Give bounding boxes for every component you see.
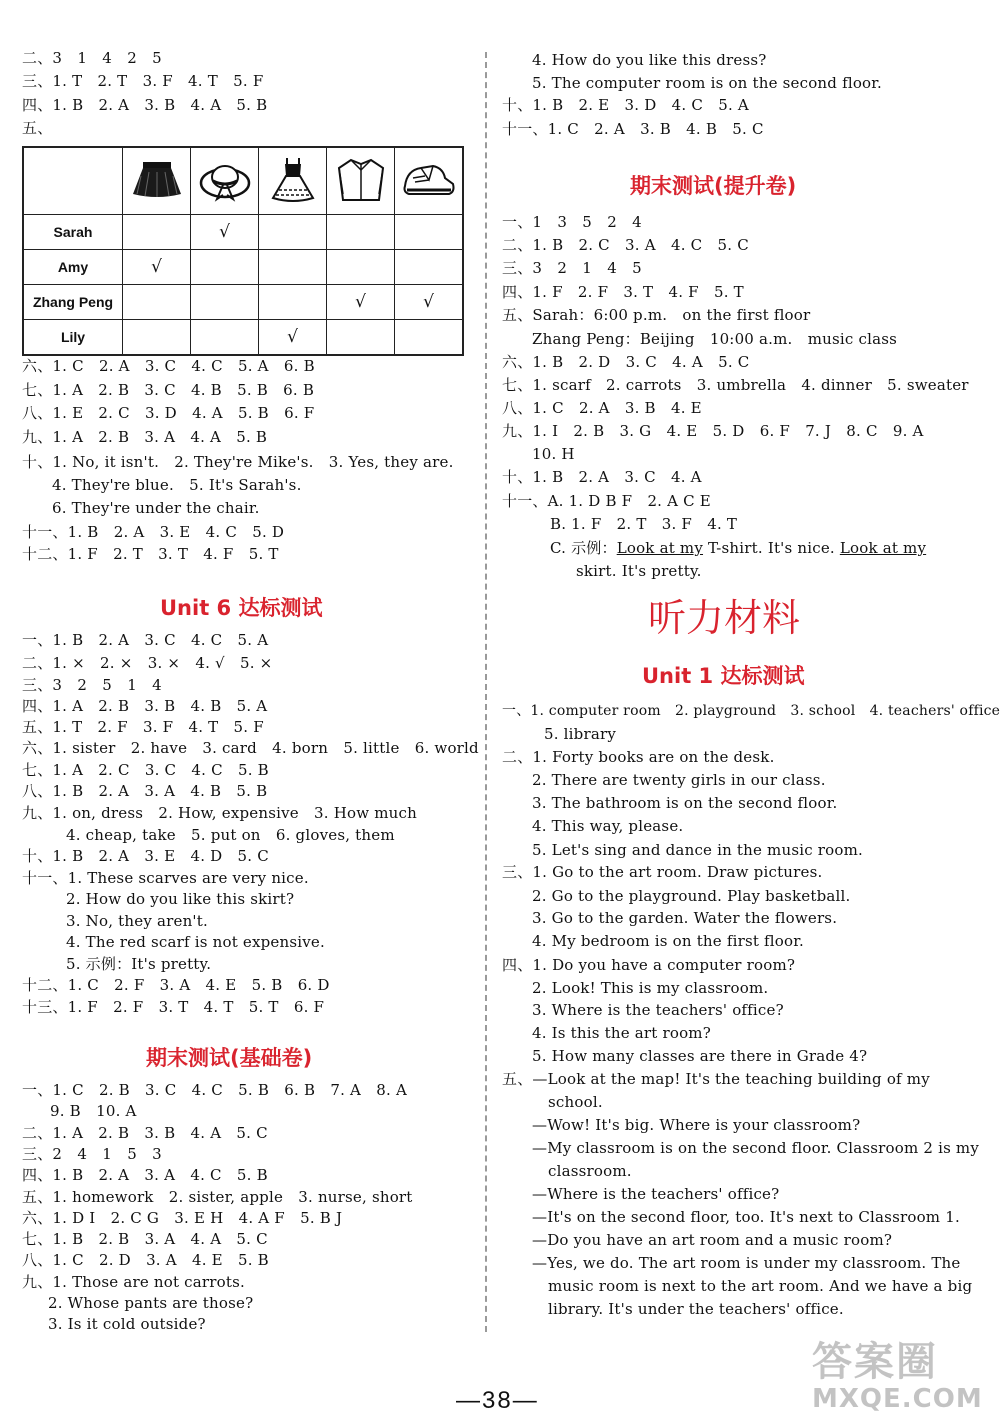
- mark-cell: [123, 285, 191, 320]
- answer-line: 3. The bathroom is on the second floor.: [532, 794, 838, 812]
- clothes-table: [22, 146, 464, 356]
- answer-line: 二、1. × 2. × 3. × 4. √ 5. ×: [22, 654, 273, 672]
- answer-line: 2. How do you like this skirt?: [66, 890, 295, 908]
- watermark-logo: [812, 1339, 983, 1414]
- answer-line: 4. This way, please.: [532, 817, 684, 835]
- answer-line: —Yes, we do. The art room is under my classroom. The: [532, 1254, 961, 1272]
- answer-line: 八、1. B 2. A 3. A 4. B 5. B: [22, 782, 268, 800]
- answer-line: 2. Go to the playground. Play basketball.: [532, 887, 851, 905]
- mark-cell: √: [191, 215, 259, 250]
- answer-line: 五、Sarah：6:00 p.m. on the first floor: [502, 306, 811, 324]
- answer-line: 3. Is it cold outside?: [48, 1315, 206, 1333]
- answer-line: 4. The red scarf is not expensive.: [66, 933, 325, 951]
- answer-line: 八、1. C 2. D 3. A 4. E 5. B: [22, 1251, 269, 1269]
- answer-line: 四、1. Do you have a computer room?: [502, 956, 796, 974]
- answer-line: 十三、1. F 2. F 3. T 4. T 5. T 6. F: [22, 998, 325, 1016]
- mark-cell: √: [395, 285, 464, 320]
- answer-line: 3. Where is the teachers' office?: [532, 1001, 784, 1019]
- answer-line: 十一、1. C 2. A 3. B 4. B 5. C: [502, 120, 764, 138]
- answer-line: 九、1. I 2. B 3. G 4. E 5. D 6. F 7. J 8. C 9. A: [502, 422, 924, 440]
- answer-line: 一、1. computer room 2. playground 3. school 4. teachers' office: [502, 703, 1000, 719]
- mark-cell: [327, 250, 395, 285]
- page-number: —38—: [456, 1387, 539, 1414]
- mark-cell: √: [259, 320, 327, 356]
- answer-line: 十二、1. F 2. T 3. T 4. F 5. T: [22, 545, 279, 563]
- answer-line: skirt. It's pretty.: [576, 562, 702, 580]
- answer-line: 十二、1. C 2. F 3. A 4. E 5. B 6. D: [22, 976, 330, 994]
- answer-line: 三、3 2 1 4 5: [502, 259, 642, 277]
- answer-line: 三、2 4 1 5 3: [22, 1145, 162, 1163]
- answer-line: 10. H: [532, 445, 575, 463]
- answer-line: 一、1. B 2. A 3. C 4. C 5. A: [22, 631, 269, 649]
- answer-line: 4. How do you like this dress?: [532, 51, 767, 69]
- answer-line: 二、1. B 2. C 3. A 4. C 5. C: [502, 236, 749, 254]
- table-row: [23, 320, 463, 356]
- dress-icon: [259, 147, 327, 215]
- watermark-url: MXQE.COM: [812, 1384, 983, 1414]
- answer-line: —My classroom is on the second floor. Classroom 2 is my: [532, 1139, 980, 1157]
- mark-cell: √: [123, 250, 191, 285]
- mark-cell: [259, 285, 327, 320]
- answer-line: 2. Look! This is my classroom.: [532, 979, 769, 997]
- section-heading-unit1: Unit 1 达标测试: [642, 664, 805, 688]
- watermark-text: 答案圈: [812, 1339, 938, 1385]
- mark-cell: [395, 215, 464, 250]
- shirt-icon: [327, 147, 395, 215]
- answer-line: 5. How many classes are there in Grade 4?: [532, 1047, 868, 1065]
- mark-cell: [259, 215, 327, 250]
- mark-cell: [327, 215, 395, 250]
- table-row: [23, 215, 463, 250]
- answer-line: 六、1. C 2. A 3. C 4. C 5. A 6. B: [22, 357, 315, 375]
- answer-line: classroom.: [548, 1162, 632, 1180]
- answer-line: music room is next to the art room. And we have a big: [548, 1277, 973, 1295]
- row-name: Sarah: [23, 215, 123, 250]
- hat-icon: [191, 147, 259, 215]
- mark-cell: [395, 250, 464, 285]
- table-row: [23, 285, 463, 320]
- answer-line: 二、3 1 4 2 5: [22, 49, 162, 67]
- answer-line: 3. No, they aren't.: [66, 912, 208, 930]
- shoes-icon: [395, 147, 464, 215]
- answer-line: 2. Whose pants are those?: [48, 1294, 254, 1312]
- answer-line: 4. cheap, take 5. put on 6. gloves, them: [66, 826, 395, 844]
- answer-line: 十、1. B 2. A 3. C 4. A: [502, 468, 702, 486]
- answer-line: —Do you have an art room and a music room?: [532, 1231, 893, 1249]
- answer-line: 五、1. homework 2. sister, apple 3. nurse, short: [22, 1188, 413, 1206]
- answer-line: 十一、1. These scarves are very nice.: [22, 869, 309, 887]
- underlined-phrase: Look at my: [616, 539, 704, 557]
- skirt-icon: [123, 147, 191, 215]
- underlined-phrase: Look at my: [839, 539, 927, 557]
- answer-line: Zhang Peng：Beijing 10:00 a.m. music class: [532, 330, 898, 348]
- section-heading-listening: 听力材料: [648, 596, 801, 640]
- answer-line: 五、1. T 2. F 3. F 4. T 5. F: [22, 718, 264, 736]
- answer-line: 一、1. C 2. B 3. C 4. C 5. B 6. B 7. A 8. A: [22, 1081, 408, 1099]
- answer-line: 三、1. T 2. T 3. F 4. T 5. F: [22, 72, 264, 90]
- answer-line: 六、1. B 2. D 3. C 4. A 5. C: [502, 353, 750, 371]
- answer-line: 3. Go to the garden. Water the flowers.: [532, 909, 838, 927]
- answer-line: 四、1. A 2. B 3. B 4. B 5. A: [22, 697, 268, 715]
- answer-line: 4. Is this the art room?: [532, 1024, 711, 1042]
- answer-line: 十、1. B 2. A 3. E 4. D 5. C: [22, 847, 269, 865]
- answer-line: 5. library: [544, 725, 617, 743]
- answer-line: 五、—Look at the map! It's the teaching building of my: [502, 1070, 930, 1088]
- answer-line: 5. The computer room is on the second floor.: [532, 74, 882, 92]
- answer-line: 三、3 2 5 1 4: [22, 676, 162, 694]
- mark-cell: √: [327, 285, 395, 320]
- table-icon-row: [23, 147, 463, 215]
- table-row: [23, 250, 463, 285]
- mark-cell: [191, 285, 259, 320]
- mark-cell: [191, 320, 259, 356]
- answer-line: 十、1. No, it isn't. 2. They're Mike's. 3. Yes, they are.: [22, 453, 454, 471]
- answer-line: school.: [548, 1093, 603, 1111]
- row-name: Zhang Peng: [23, 285, 123, 320]
- row-name: Amy: [23, 250, 123, 285]
- answer-line: 九、1. A 2. B 3. A 4. A 5. B: [22, 428, 268, 446]
- answer-line: [550, 538, 926, 558]
- section-heading-advanced: 期末测试(提升卷): [630, 174, 797, 198]
- answer-line: 八、1. E 2. C 3. D 4. A 5. B 6. F: [22, 404, 315, 422]
- answer-line: 十一、1. B 2. A 3. E 4. C 5. D: [22, 523, 285, 541]
- answer-line: 四、1. F 2. F 3. T 4. F 5. T: [502, 283, 744, 301]
- table-corner-cell: [23, 147, 123, 215]
- answer-line: 5. Let's sing and dance in the music room.: [532, 841, 864, 859]
- section-heading-basic: 期末测试(基础卷): [146, 1046, 313, 1070]
- answer-line: B. 1. F 2. T 3. F 4. T: [550, 515, 738, 533]
- answer-line: 八、1. C 2. A 3. B 4. E: [502, 399, 702, 417]
- answer-line: 六、1. D I 2. C G 3. E H 4. A F 5. B J: [22, 1209, 343, 1227]
- answer-line: 九、1. Those are not carrots.: [22, 1273, 245, 1291]
- answer-line: —Wow! It's big. Where is your classroom?: [532, 1116, 861, 1134]
- mark-cell: [123, 215, 191, 250]
- answer-line: 七、1. A 2. C 3. C 4. C 5. B: [22, 761, 269, 779]
- answer-line: 一、1 3 5 2 4: [502, 213, 642, 231]
- answer-line: —Where is the teachers' office?: [532, 1185, 780, 1203]
- answer-line: 二、1. Forty books are on the desk.: [502, 748, 775, 766]
- answer-line: 十一、A. 1. D B F 2. A C E: [502, 492, 711, 510]
- answer-line: 9. B 10. A: [50, 1102, 137, 1120]
- answer-line: 六、1. sister 2. have 3. card 4. born 5. little 6. world: [22, 739, 479, 757]
- mark-cell: [395, 320, 464, 356]
- mark-cell: [123, 320, 191, 356]
- mark-cell: [191, 250, 259, 285]
- example-label: C. 示例：: [550, 539, 617, 557]
- answer-line: 2. There are twenty girls in our class.: [532, 771, 826, 789]
- answer-line: 四、1. B 2. A 3. B 4. A 5. B: [22, 96, 268, 114]
- section-heading-unit6: Unit 6 达标测试: [160, 596, 323, 620]
- column-divider: [485, 52, 487, 1332]
- mark-cell: [259, 250, 327, 285]
- answer-line: —It's on the second floor, too. It's next to Classroom 1.: [532, 1208, 960, 1226]
- answer-line: 九、1. on, dress 2. How, expensive 3. How much: [22, 804, 418, 822]
- answer-line: 七、1. B 2. B 3. A 4. A 5. C: [22, 1230, 268, 1248]
- example-text: T-shirt. It's nice.: [703, 539, 840, 557]
- answer-line: 4. My bedroom is on the first floor.: [532, 932, 804, 950]
- answer-line: 三、1. Go to the art room. Draw pictures.: [502, 863, 823, 881]
- row-name: Lily: [23, 320, 123, 356]
- answer-line: 二、1. A 2. B 3. B 4. A 5. C: [22, 1124, 268, 1142]
- answer-line: library. It's under the teachers' office.: [548, 1300, 844, 1318]
- answer-line: 4. They're blue. 5. It's Sarah's.: [52, 476, 302, 494]
- answer-line: 七、1. A 2. B 3. C 4. B 5. B 6. B: [22, 381, 315, 399]
- answer-line: 6. They're under the chair.: [52, 499, 260, 517]
- answer-line: 七、1. scarf 2. carrots 3. umbrella 4. dinner 5. sweater: [502, 376, 969, 394]
- answer-line: 十、1. B 2. E 3. D 4. C 5. A: [502, 96, 749, 114]
- answer-line: 四、1. B 2. A 3. A 4. C 5. B: [22, 1166, 268, 1184]
- answer-line: 5. 示例：It's pretty.: [66, 955, 212, 973]
- mark-cell: [327, 320, 395, 356]
- answer-line: 五、: [22, 119, 53, 137]
